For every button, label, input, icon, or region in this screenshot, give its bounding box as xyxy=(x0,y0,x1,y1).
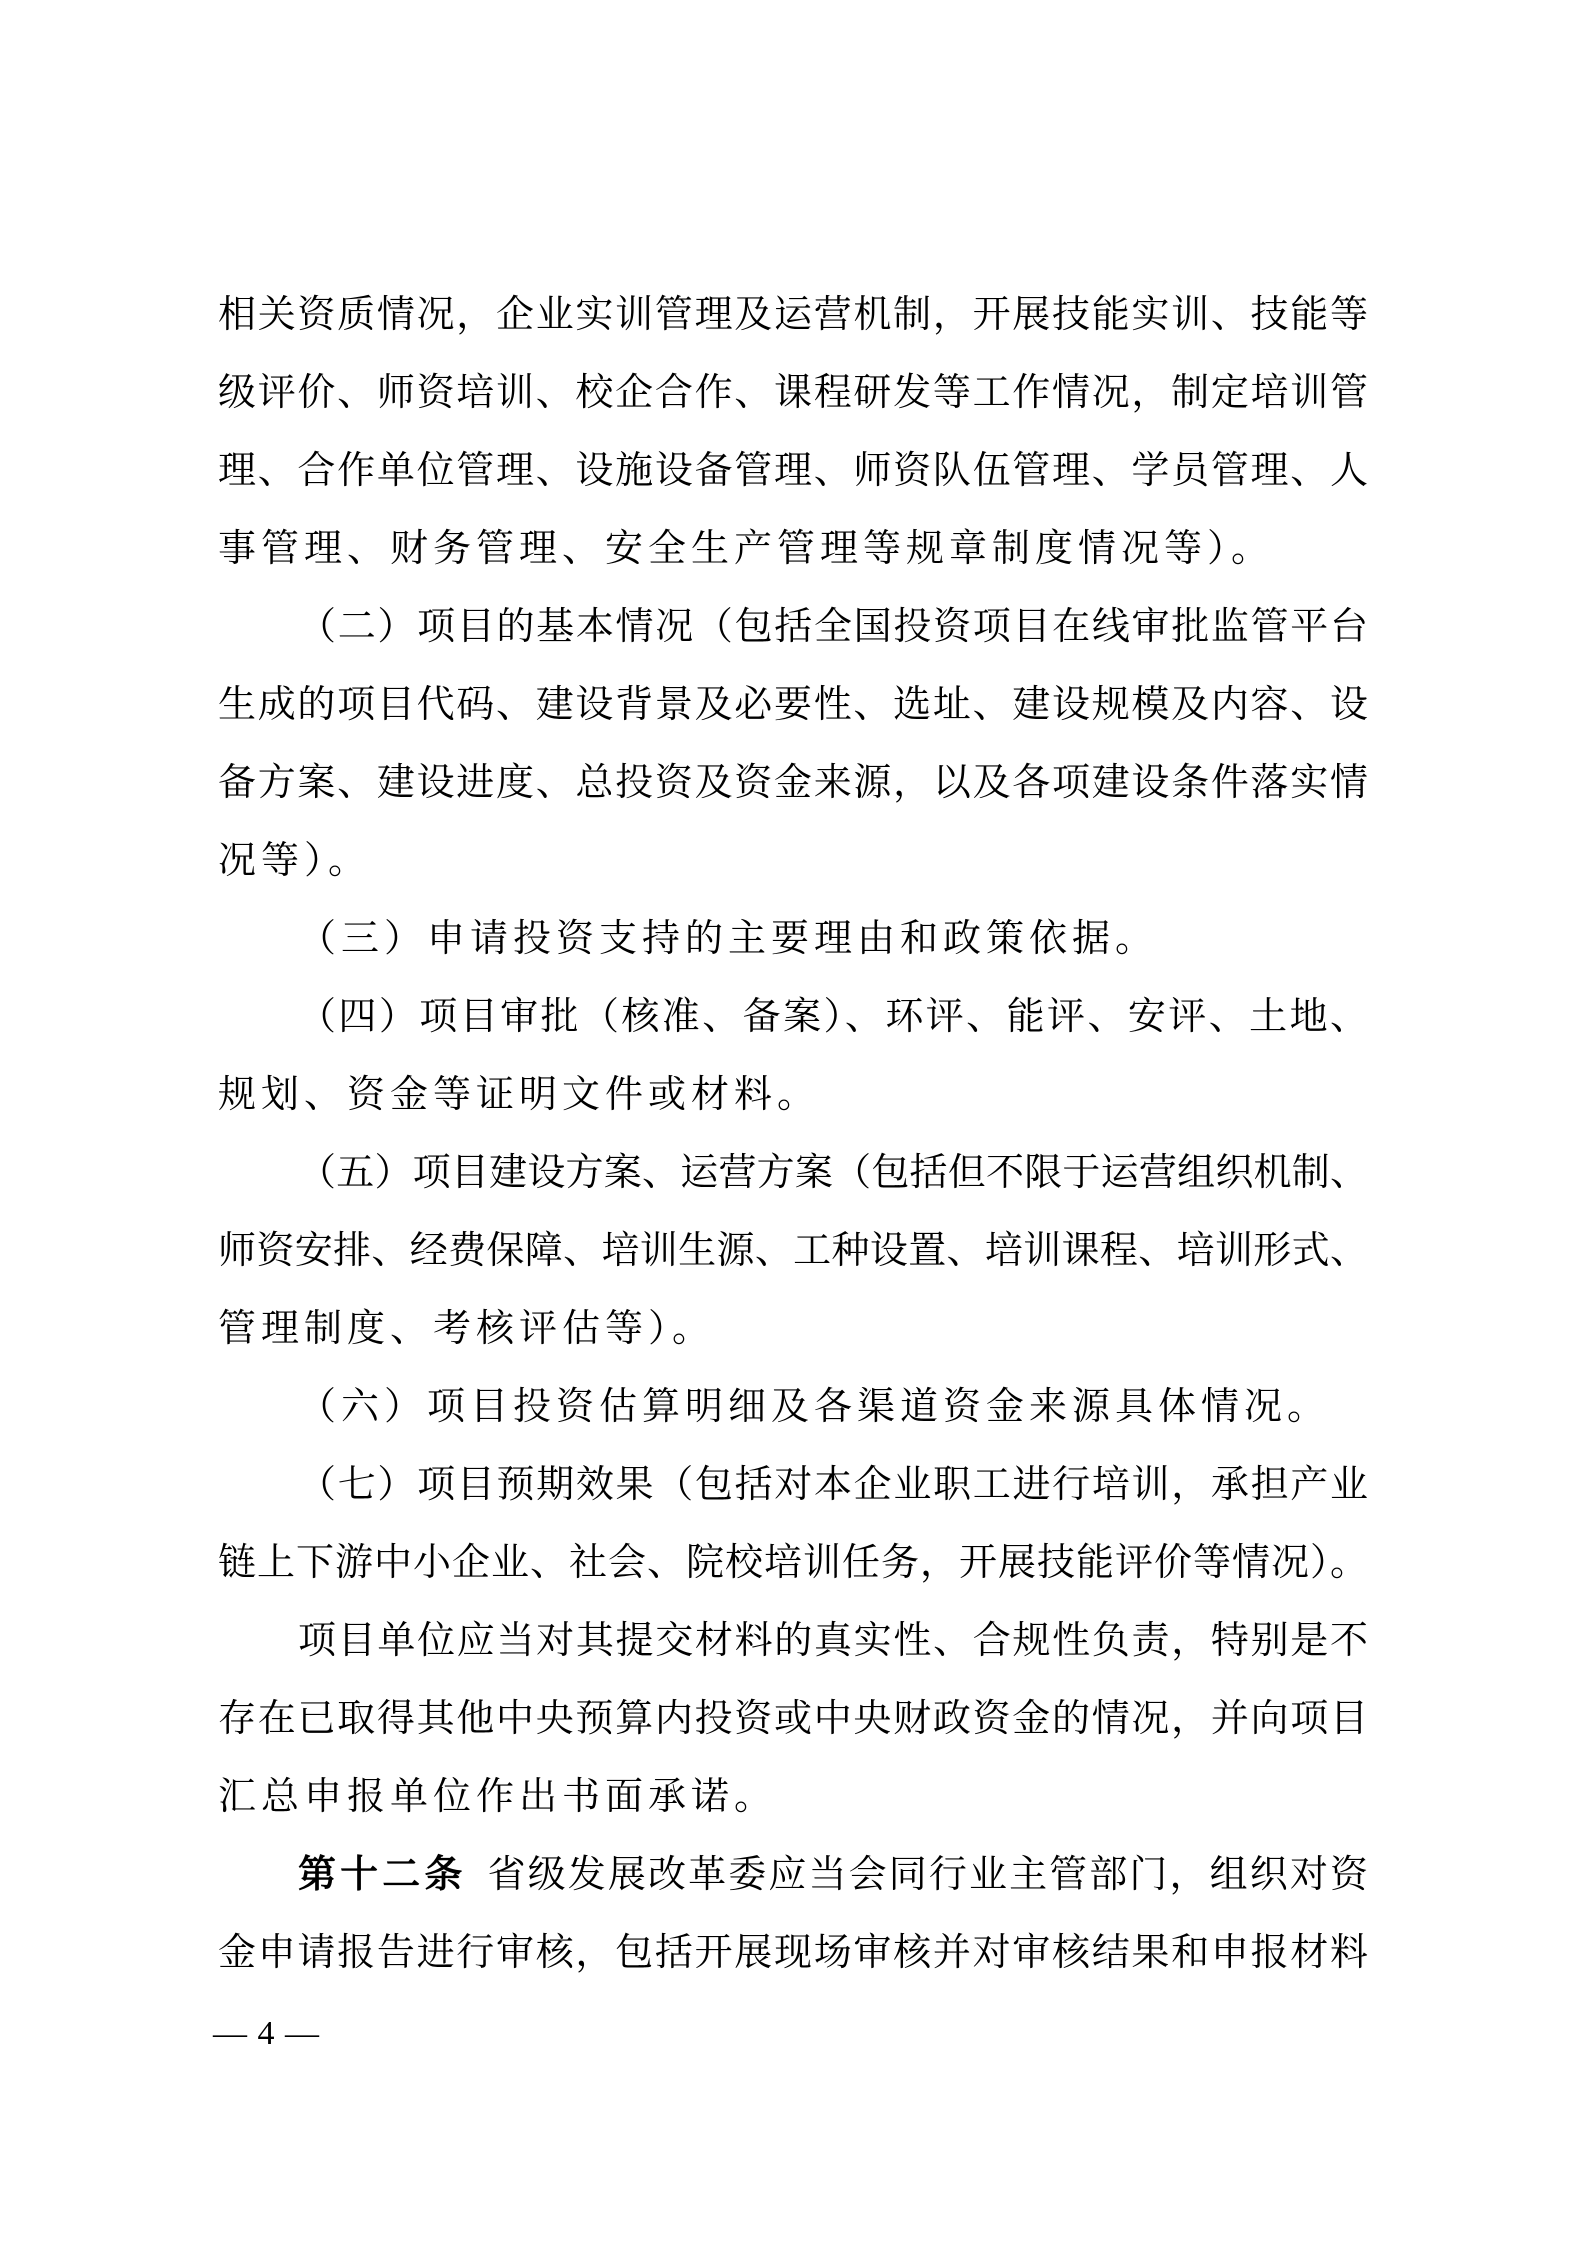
text-line: （七）项目预期效果（包括对本企业职工进行培训，承担产业 xyxy=(298,1464,1368,1506)
text-line: 汇总申报单位作出书面承诺。 xyxy=(218,1776,778,1818)
text-line: （二）项目的基本情况（包括全国投资项目在线审批监管平台 xyxy=(298,606,1368,648)
page-number: — 4 — xyxy=(213,2015,320,2052)
text-line: 级评价、师资培训、校企合作、课程研发等工作情况，制定培训管 xyxy=(218,372,1368,414)
text-line: （五）项目建设方案、运营方案（包括但不限于运营组织机制、 xyxy=(298,1152,1368,1194)
text-line: 生成的项目代码、建设背景及必要性、选址、建设规模及内容、设 xyxy=(218,684,1368,726)
text-line: 第十二条 省级发展改革委应当会同行业主管部门，组织对资 xyxy=(298,1854,1368,1896)
text-line: 项目单位应当对其提交材料的真实性、合规性负责，特别是不 xyxy=(298,1620,1368,1662)
text-line: 理、合作单位管理、设施设备管理、师资队伍管理、学员管理、人 xyxy=(218,450,1368,492)
text-line: 备方案、建设进度、总投资及资金来源，以及各项建设条件落实情 xyxy=(218,762,1368,804)
text-line: 存在已取得其他中央预算内投资或中央财政资金的情况，并向项目 xyxy=(218,1698,1368,1740)
text-line: （四）项目审批（核准、备案）、环评、能评、安评、土地、 xyxy=(298,996,1368,1038)
document-body xyxy=(218,276,1368,1992)
text-line: 规划、资金等证明文件或材料。 xyxy=(218,1074,821,1116)
text-line: 相关资质情况，企业实训管理及运营机制，开展技能实训、技能等 xyxy=(218,294,1368,336)
text-line: 链上下游中小企业、社会、院校培训任务，开展技能评价等情况）。 xyxy=(218,1542,1368,1584)
text-line: 管理制度、考核评估等）。 xyxy=(218,1308,716,1350)
text-line: 事管理、财务管理、安全生产管理等规章制度情况等）。 xyxy=(218,528,1275,570)
article-number-bold: 第十二条 xyxy=(298,1854,467,1896)
text-line: （六）项目投资估算明细及各渠道资金来源具体情况。 xyxy=(298,1386,1331,1428)
text-line: （三）申请投资支持的主要理由和政策依据。 xyxy=(298,918,1159,960)
text-line: 金申请报告进行审核，包括开展现场审核并对审核结果和申报材料 xyxy=(218,1932,1368,1974)
text-line: 况等）。 xyxy=(218,840,372,882)
text-line: 师资安排、经费保障、培训生源、工种设置、培训课程、培训形式、 xyxy=(218,1230,1368,1272)
